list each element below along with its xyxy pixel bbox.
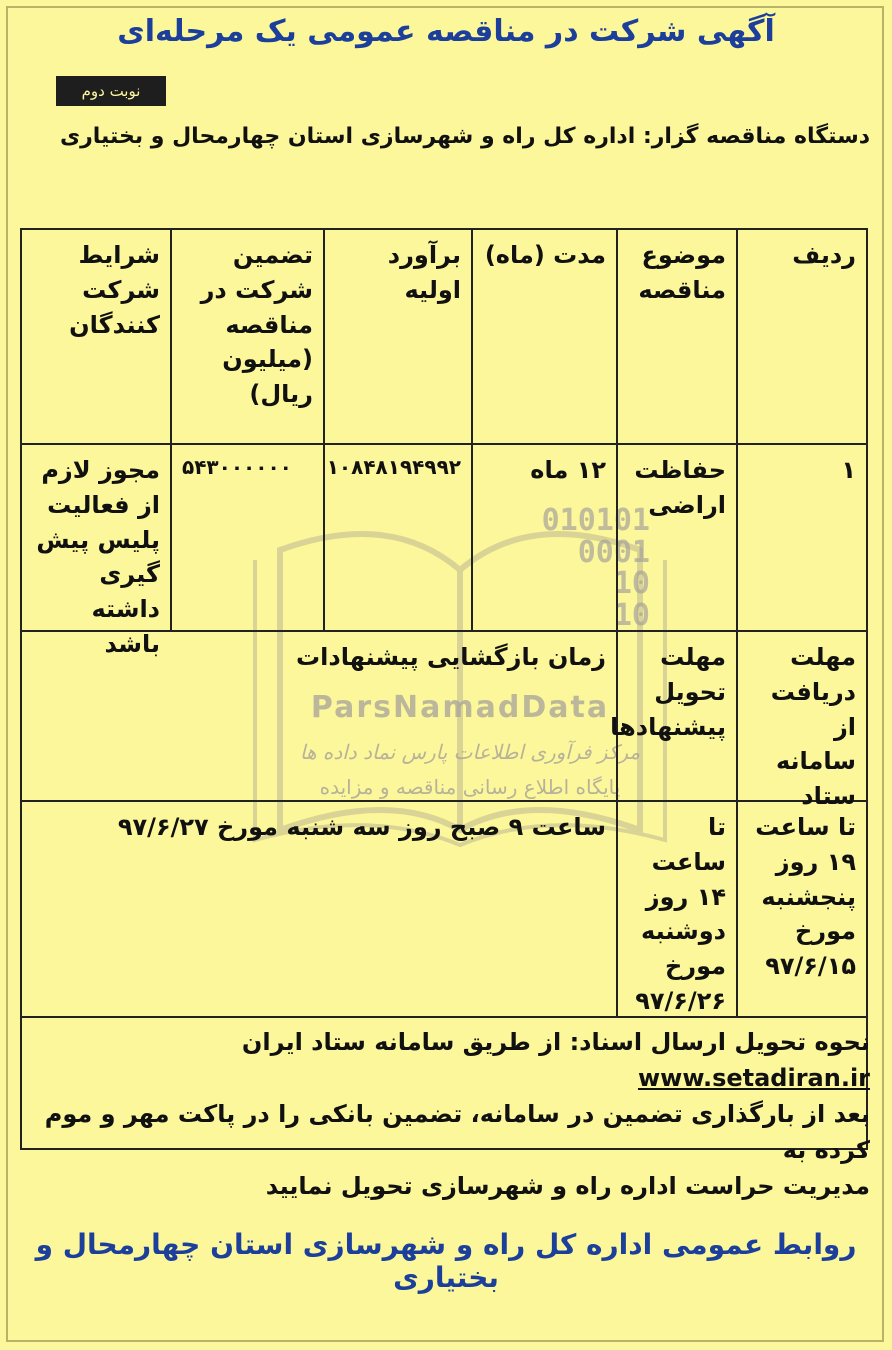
deliver-deadline-value: تا ساعت ۱۴ روز دوشنبه مورخ ۹۷/۶/۲۶ — [616, 802, 736, 1018]
setadiran-link[interactable]: www.setadiran.ir — [637, 1064, 870, 1092]
row-duration: ۱۲ ماه — [471, 445, 616, 632]
delivery-line-2: بعد از بارگذاری تضمین در سامانه، تضمین بانکی را در پاکت مهر و موم کرده به — [44, 1100, 870, 1164]
public-relations-footer: روابط عمومی اداره کل راه و شهرسازی استان چهارمحال و بختیاری — [35, 1228, 857, 1294]
row-estimate: ۱۰۸۴۸۱۹۴۹۹۲ — [323, 445, 471, 632]
header-receive-deadline: مهلت دریافت از سامانه ستاد — [736, 632, 866, 802]
row-subject: حفاظت اراضی — [616, 445, 736, 632]
header-conditions: شرایط شرکت کنندگان — [20, 230, 170, 445]
watermark-line1: مرکز فرآوری اطلاعات پارس نماد داده ها — [299, 740, 641, 764]
receive-deadline-value: تا ساعت ۱۹ روز پنجشنبه مورخ ۹۷/۶/۱۵ — [736, 802, 866, 1018]
row-conditions: مجوز لازم از فعالیت پلیس پیش گیری داشته باشد — [20, 445, 170, 632]
row-guarantee: ۵۴۳۰۰۰۰۰۰ — [170, 445, 323, 632]
delivery-prefix: نحوه تحویل ارسال اسناد: از طریق سامانه ستاد ایران — [241, 1028, 870, 1056]
organizer-label: دستگاه مناقصه گزار: — [642, 124, 870, 149]
opening-time-value: ساعت ۹ صبح روز سه شنبه مورخ ۹۷/۶/۲۷ — [20, 802, 616, 1018]
header-subject: موضوع مناقصه — [616, 230, 736, 445]
delivery-line-3: مدیریت حراست اداره راه و شهرسازی تحویل نمایید — [265, 1172, 870, 1200]
header-duration: مدت (ماه) — [471, 230, 616, 445]
header-guarantee: تضمین شرکت در مناقصه (میلیون ریال) — [170, 230, 323, 445]
watermark-bits: 010101 0001 10 10 — [541, 503, 650, 633]
header-estimate: برآورد اولیه — [323, 230, 471, 445]
organizer-line — [60, 124, 870, 149]
delivery-instructions — [30, 1024, 870, 1204]
watermark-brand: ParsNamadData — [310, 690, 610, 725]
header-opening-time: زمان بازگشایی پیشنهادات — [20, 632, 616, 802]
watermark-line2: پایگاه اطلاع رسانی مناقصه و مزایده — [319, 775, 621, 799]
round-badge: نوبت دوم — [56, 76, 166, 106]
delivery-line-1 — [30, 1024, 870, 1096]
header-row-number: ردیف — [736, 230, 866, 445]
tender-table — [20, 228, 868, 1150]
header-deliver-deadline: مهلت تحویل پیشنهادها — [616, 632, 736, 802]
notice-title: آگهی شرکت در مناقصه عمومی یک مرحله‌ای — [117, 14, 775, 49]
organizer-name: اداره کل راه و شهرسازی استان چهارمحال و بختیاری — [59, 124, 636, 149]
row-number: ۱ — [736, 445, 866, 632]
